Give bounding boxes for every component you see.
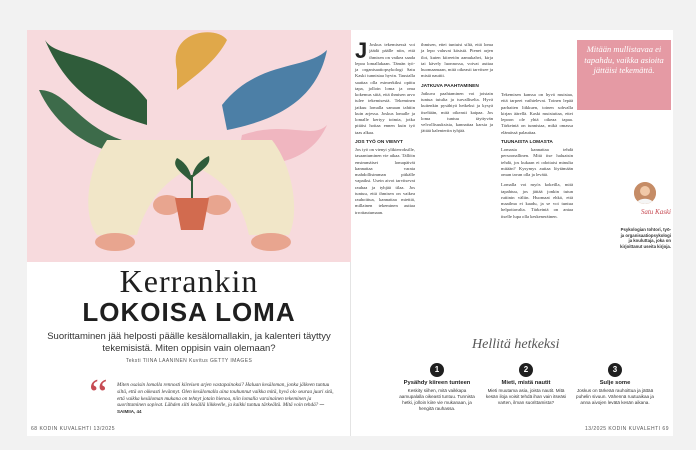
tip-number: 1 — [430, 363, 444, 377]
col1-subhead: JOS TYÖ ON VIENYT — [355, 139, 403, 145]
col4-body: Lomalla voi myös kokeilla, mitä tapahtuu, jos jättää jonkin tutun rutiinin väliin. Huomaat ehkä, että maailma ei kaadu, ja se voi tuntua helpottavalta. Tärkeintä on antaa itselle lupa olla keskeneräinen. — [501, 182, 573, 219]
pullquote: Mitään mullistavaa ei tapahdu, vaikka asioita jättäisi tekemättä. — [577, 40, 671, 110]
column-1 — [355, 38, 415, 342]
tip-title: Pysähdy kiireen tunteen — [403, 380, 471, 386]
headline-block — [27, 262, 351, 364]
author-bio: Psykologian tohtori, työ- ja organisaatiopsykologi ja kouluttaja, joka on kirjoittanut useita kirjoja. — [620, 227, 671, 249]
reader-question — [117, 382, 337, 416]
col2-subhead: JATKUVA PAAHTAMINEN — [421, 83, 479, 89]
dropcap: J — [355, 38, 368, 63]
left-page — [27, 30, 351, 436]
col3-body-2: Lomasta kannattaa tehdä persoonallinen. Mitä itse haluaisin tehdä, jos kukaan ei odottaisi minulta mitään? Kysymys auttaa löytämään oman tavan olla ja levätä. — [501, 147, 573, 177]
folio-left: 68 KODIN KUVALEHTI 13/2025 — [31, 426, 116, 432]
tip-body: Keskity siihen, mitä vaikkapa aamupalalla oikeasti tuntuu. Tunnista hetki, jolloin kiire vie mukanaan, ja hengitä rauhassa. — [399, 388, 475, 411]
relaxed-figure-illustration — [27, 30, 351, 262]
tip-number: 2 — [519, 363, 533, 377]
standfirst: Suorittaminen jää helposti päälle kesälomallakin, ja kalenteri täyttyy tekemisistä. Miten oppisin vain olemaan? — [47, 331, 331, 354]
tip-title: Sulje some — [599, 380, 631, 386]
reader-question-text: Miten osaisin lomalla rennosti kiireisen arjen vastapainoksi? Haluan kesäloman, jonka jälkeen tuntuu siltä, että on oikeasti levännyt. Olen kesälomalla aina touhunnut vaikka mitä, hyvä olo seuraa juuri sitä, että vaikka kesäloman mukana on tehnyt jotain hienoa, niin lomalla varsinainen tekeminen ja suorittaminen sopivat. Lähden silti kesällä liikkeelle, ja kaikki tuntuu tärkeältä. Mitä voin tehdä? — [117, 382, 334, 409]
headline-title: LOKOISA LOMA — [82, 297, 296, 327]
col2-body: ihmisen, ettei tuntuisi siltä, että loma ja lepo valuvat käsistä. Pienet arjen ilot, kuten kiireetön aamukahvi, kirja tai kävely luonnossa, voivat auttaa huomaamaan, mitä oikeasti tarvitsee ja mistä nauttii. — [421, 42, 493, 79]
column-2 — [421, 42, 493, 342]
headline-kicker: Kerrankin — [119, 263, 259, 299]
column-3 — [501, 92, 573, 332]
illustration — [27, 30, 351, 262]
tip-title: Mieti, mistä nautit — [501, 380, 551, 386]
tip-item-3 — [573, 363, 657, 406]
byline: Teksti TIINA LAANINEN Kuvitus GETTY IMAGES — [125, 358, 253, 364]
tips-heading: Hellitä hetkeksi — [472, 337, 560, 352]
magazine-spread — [27, 30, 673, 436]
author-name: Satu Kaski — [640, 208, 671, 216]
col2-body-2: Jatkuva paahtaminen voi joistain tuntua tutulta ja turvalliselta. Hyvä kuitenkin pysähtyä hetkeksi ja kysyä itseltään, mitä oikeasti kaipaa. Jos loma tuntuu täyttyvän velvollisuuksista, kannattaa karsia ja jättää kalenteriin tyhjää. — [421, 90, 493, 134]
tip-number: 3 — [608, 363, 622, 377]
avatar — [634, 182, 656, 204]
tip-body: Joskus on tärkeää rauhoittua ja jättää puhelin sivuun. Vähennä ruutuaikaa ja anna aivojen levätä kesän aikana. — [576, 388, 654, 405]
tip-item-2 — [484, 363, 568, 406]
tip-body: Mieti muutama asia, joista nautit. Mitä kesän iloja voisit tehdä ihan vain itseäsi varten, ilman suorittamista? — [485, 388, 567, 405]
folio-right: 13/2025 KODIN KUVALEHTI 69 — [584, 426, 669, 432]
tip-item-1 — [395, 363, 479, 412]
author-photo — [634, 182, 656, 204]
col3-body: Tekemisen kanssa on hyvä muistaa, että tarpeet vaihtelevat. Toinen lepää parhaiten liikkuen, toinen sohvalla kirjan äärellä. Kaski muistuttaa, ettei lepoon ole yhtä oikeaa tapaa. Tärkeintä on tunnistaa, mikä omassa elämässä palauttaa. — [501, 92, 573, 135]
quote-mark-icon: “ — [89, 372, 108, 418]
col1-body: Joskus tekemisessä voi jäädä päälle niin, että ihmisen on vaikea saada lepoa lomallakaan. Tämän työ- ja organisaatiopsykologi Satu Kaski tunnistaa hyvin. Taustalla saattaa olla esimerkiksi opittu tapa, jolloin loma ja oma kokemus siitä, että ihmisen arvo tulee tekemisestä. Tekeminen jatkuu lomalla samaan tahtiin kuin arjessa. Joskus lomalle ja lomalle kertyy toimia, jotka pitäisi hoitaa ennen kuin työ taas alkaa. — [355, 42, 415, 135]
col3-subhead: TUUNAISTA LOMASTA — [501, 139, 553, 145]
col1-body-2: Jos työ on vienyt ylikierroksille, tasaantuminen vie aikaa. Tällöin ensimmäiset lomapäivät kannattaa varata mahdollisimman pitkälle vapaiksi. Usein aivot tarvitsevat rauhaa ja tyhjää tilaa. Jos tuntuu, että ihmisen on vaikea rauhoittua, kannattaa miettiä, millainen tekeminen auttaa irrottautumaan. — [355, 147, 415, 215]
reader-question-sign: — SAIMIIA, 44 — [117, 402, 325, 415]
